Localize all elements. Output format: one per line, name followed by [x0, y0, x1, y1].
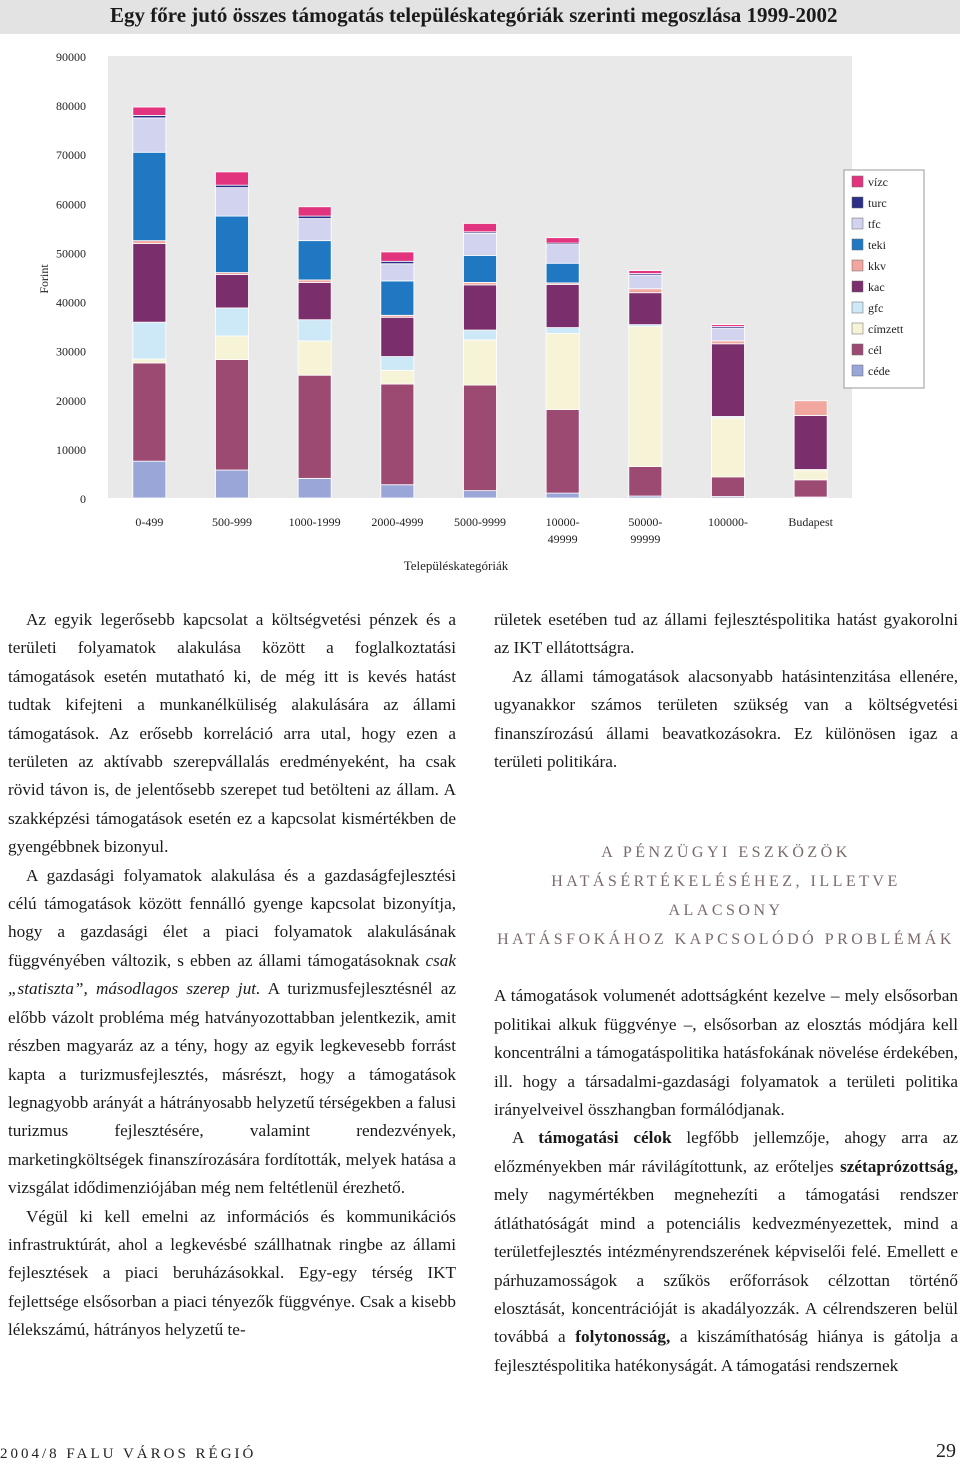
bar-segment: [298, 478, 331, 498]
left-column: [8, 606, 456, 1345]
y-tick-label: 0: [80, 492, 86, 506]
paragraph: A támogatások volumenét adottságként kezelve – mely elsősorban politikai alkuk függvénye –, elsősorban az elosztás módjára kell koncentrálni a támogatáspolitika hatásfokának növelése érdekében, ill. hogy a társadalmi-gazdasági folyamatok a területi politika irányelveivel összhangban formálódjanak.: [494, 986, 958, 1120]
bar-segment: [298, 241, 331, 280]
y-tick-label: 30000: [56, 344, 86, 359]
bold-text: szétaprózottság,: [840, 1156, 958, 1176]
bar-segment: [546, 245, 579, 264]
bar-segment: [133, 322, 166, 359]
bar-segment: [464, 385, 497, 491]
paragraph: [494, 1124, 958, 1380]
bar-segment: [216, 188, 249, 216]
italic-text: csak „statiszta”, másodlagos szerep jut.: [8, 950, 456, 999]
bar-segment: [546, 238, 579, 243]
bar-segment: [629, 289, 662, 293]
y-tick-label: 20000: [56, 393, 86, 408]
legend-swatch: [852, 302, 863, 313]
bar-segment: [629, 467, 662, 496]
y-tick-label: 90000: [56, 50, 86, 64]
legend-label: cél: [868, 343, 882, 357]
bar-segment: [629, 275, 662, 289]
x-tick-label: 99999: [630, 532, 661, 546]
bar-segment: [381, 252, 414, 261]
bar-segment: [133, 241, 166, 244]
x-tick-label: 5000-9999: [454, 515, 506, 529]
bar-segment: [216, 216, 249, 272]
bar-segment: [133, 363, 166, 461]
x-tick-label: 10000-: [545, 515, 580, 529]
bar-segment: [216, 360, 249, 471]
bar-segment: [794, 415, 827, 469]
bar-segment: [381, 281, 414, 315]
legend-label: turc: [868, 196, 887, 210]
section-heading: [494, 838, 958, 954]
y-tick-label: 80000: [56, 99, 86, 114]
bar-segment: [133, 359, 166, 363]
bar-segment: [381, 384, 414, 485]
bar-segment: [216, 172, 249, 185]
paragraph-text: mely nagymértékben megnehezíti a támogatási rendszer átláthatóságát mind a potenciális kedvezményezettek, mind a területfejlesztés intézményrendszerének képviselői felé. Emellett e párhuzamosságok a szűkös erőforrások célzottan történő elosztását, koncentrációját is akadályozzák. A célrendszeren belül továbbá a: [494, 1185, 958, 1347]
bar-segment: [381, 264, 414, 281]
bar-segment: [546, 410, 579, 493]
bar-segment: [629, 271, 662, 274]
bar-segment: [546, 333, 579, 409]
legend-swatch: [852, 260, 863, 271]
right-column: [494, 606, 958, 1380]
bar-segment: [629, 327, 662, 467]
legend-swatch: [852, 281, 863, 292]
bar-segment: [381, 370, 414, 384]
y-tick-label: 50000: [56, 246, 86, 261]
legend-label: kac: [868, 280, 885, 294]
bar-segment: [298, 207, 331, 216]
bar-segment: [133, 152, 166, 240]
bar-segment: [381, 485, 414, 498]
bar-segment: [464, 233, 497, 255]
bar-segment: [298, 282, 331, 319]
heading-line: A PÉNZÜGYI ESZKÖZÖK: [601, 844, 851, 862]
bar-segment: [712, 328, 745, 341]
bar-segment: [133, 118, 166, 152]
paragraph-text: legfőbb jellemzője, ahogy arra az előzményekben már rávilágítottunk, az erőteljes: [494, 1128, 958, 1176]
footer-journal: 2004/8 FALU VÁROS RÉGIÓ: [0, 1446, 257, 1462]
bar-segment: [298, 341, 331, 375]
x-tick-label: 1000-1999: [288, 515, 341, 529]
legend-label: címzett: [868, 322, 904, 336]
bar-segment: [464, 285, 497, 330]
y-tick-label: 40000: [56, 295, 86, 310]
stacked-bar-chart: [0, 34, 960, 590]
legend-label: teki: [868, 238, 886, 252]
paragraph: [8, 862, 456, 1203]
x-tick-label: 50000-: [628, 515, 663, 529]
paragraph-text: A gazdasági folyamatok alakulása és a gazdaságfejlesztési célú támogatások között fennálló gyenge kapcsolat bizonyítja, hogy a gazdasági élet a piaci folyamatok alakulásának függvényében változik, s ebben az állami támogatásoknak: [8, 865, 456, 970]
y-tick-label: 10000: [56, 442, 86, 457]
y-tick-label: 70000: [56, 148, 86, 163]
x-tick-label: Budapest: [788, 515, 834, 529]
legend-label: kkv: [868, 259, 886, 273]
bar-segment: [546, 493, 579, 498]
bar-segment: [464, 340, 497, 385]
x-tick-label: 100000-: [708, 515, 748, 529]
legend-label: gfc: [868, 301, 884, 315]
legend-swatch: [852, 323, 863, 334]
paragraph-text: A: [512, 1128, 539, 1148]
paragraph: Az állami támogatások alacsonyabb hatásintenzitása ellenére, ugyanakkor számos területen szükség van a költségvetési finanszírozású állami beavatkozásokra. Ez különösen igaz a területi politikára.: [494, 666, 958, 772]
bar-segment: [216, 308, 249, 336]
legend-label: céde: [868, 364, 890, 378]
bar-segment: [546, 284, 579, 327]
x-tick-label: 0-499: [135, 515, 164, 529]
heading-line: HATÁSFOKÁHOZ KAPCSOLÓDÓ PROBLÉMÁK: [497, 931, 955, 949]
bar-segment: [712, 344, 745, 417]
paragraph-text: A turizmusfejlesztésnél az előbb vázolt probléma még hatványozottabban jelentkezik, amit részben magyaráz az a tény, hogy az egyik legkevesebb forrást kapta a turizmusfejlesztés, másrészt, hogy a támogatások legnagyobb arányát a hátrányosabb helyzetű térségekben a falusi turizmus fejlesztésére, valamint rendezvények, marketingköltségek finanszírozására fordították, melyek hatása a vizsgálat idődimenziójában még nem feltétlenül érezhető.: [8, 979, 456, 1198]
legend-label: tfc: [868, 217, 881, 231]
bar-segment: [133, 107, 166, 115]
paragraph-text: a kiszámíthatóság hiánya is gátolja a fejlesztéspolitika hatékonyságát. A támogatási rendszernek: [494, 1327, 958, 1375]
bar-segment: [298, 219, 331, 241]
bar-segment: [794, 401, 827, 416]
bar-segment: [629, 293, 662, 325]
legend-swatch: [852, 197, 863, 208]
bar-segment: [712, 341, 745, 344]
x-tick-label: 2000-4999: [371, 515, 424, 529]
bar-segment: [712, 325, 745, 327]
legend-label: vízc: [868, 175, 888, 189]
x-tick-label: 49999: [547, 532, 578, 546]
bar-segment: [794, 480, 827, 497]
bar-segment: [546, 263, 579, 283]
bar-segment: [464, 491, 497, 498]
bar-segment: [133, 461, 166, 498]
bar-segment: [298, 375, 331, 478]
bar-segment: [794, 470, 827, 480]
bold-text: támogatási célok: [538, 1128, 672, 1148]
bar-segment: [464, 223, 497, 231]
heading-line: HATÁSÉRTÉKELÉSÉHEZ, ILLETVE ALACSONY: [551, 873, 901, 920]
bar-segment: [216, 275, 249, 308]
paragraph: Az egyik legerősebb kapcsolat a költségvetési pénzek és a területi folyamatok alakulása között a foglalkoztatási támogatások esetén mutatható ki, de még itt is kevés hatást tudtak kifejteni a munkanélküliség alakulására az állami támogatások. Az erősebb korreláció arra utal, hogy ezen a területen az aktívabb szerepvállalás eredményeként, ha csak rövid távon is, de jelentősebb szerepet tud betölteni az állam. A szakképzési támogatások esetén ez a kapcsolat kismértékben de gyengébbnek bizonyul.: [8, 610, 456, 857]
bold-text: folytonosság,: [575, 1327, 671, 1347]
chart-title: Egy főre jutó összes támogatás településkategóriák szerinti megoszlása 1999-2002: [0, 0, 960, 34]
legend-swatch: [852, 344, 863, 355]
bar-segment: [546, 328, 579, 334]
y-tick-label: 60000: [56, 197, 86, 212]
bar-segment: [381, 317, 414, 356]
y-axis-label: Forint: [37, 264, 51, 294]
x-tick-label: 500-999: [212, 515, 252, 529]
paragraph: Végül ki kell emelni az információs és kommunikációs infrastruktúrát, ahol a legkevésbé szállhatnak ringbe az állami fejlesztések a piaci beruházásokkal. Egy-egy térség IKT fejlettsége elsősorban a piaci tényezők függvénye. Csak a kisebb lélekszámú, hátrányos helyzetű te-: [8, 1206, 456, 1340]
page-number: 29: [936, 1440, 956, 1462]
legend-swatch: [852, 239, 863, 250]
legend-swatch: [852, 218, 863, 229]
bar-segment: [216, 470, 249, 498]
bar-segment: [712, 418, 745, 477]
bar-segment: [381, 357, 414, 371]
bar-segment: [464, 255, 497, 282]
bar-segment: [464, 330, 497, 340]
legend-swatch: [852, 176, 863, 187]
bar-segment: [133, 244, 166, 323]
bar-segment: [712, 477, 745, 497]
bar-segment: [216, 336, 249, 360]
bar-segment: [298, 320, 331, 341]
paragraph: rületek esetében tud az állami fejlesztéspolitika hatást gyakorolni az IKT ellátottságra.: [494, 610, 958, 658]
x-axis-label: Településkategóriák: [403, 558, 509, 573]
legend-swatch: [852, 365, 863, 376]
